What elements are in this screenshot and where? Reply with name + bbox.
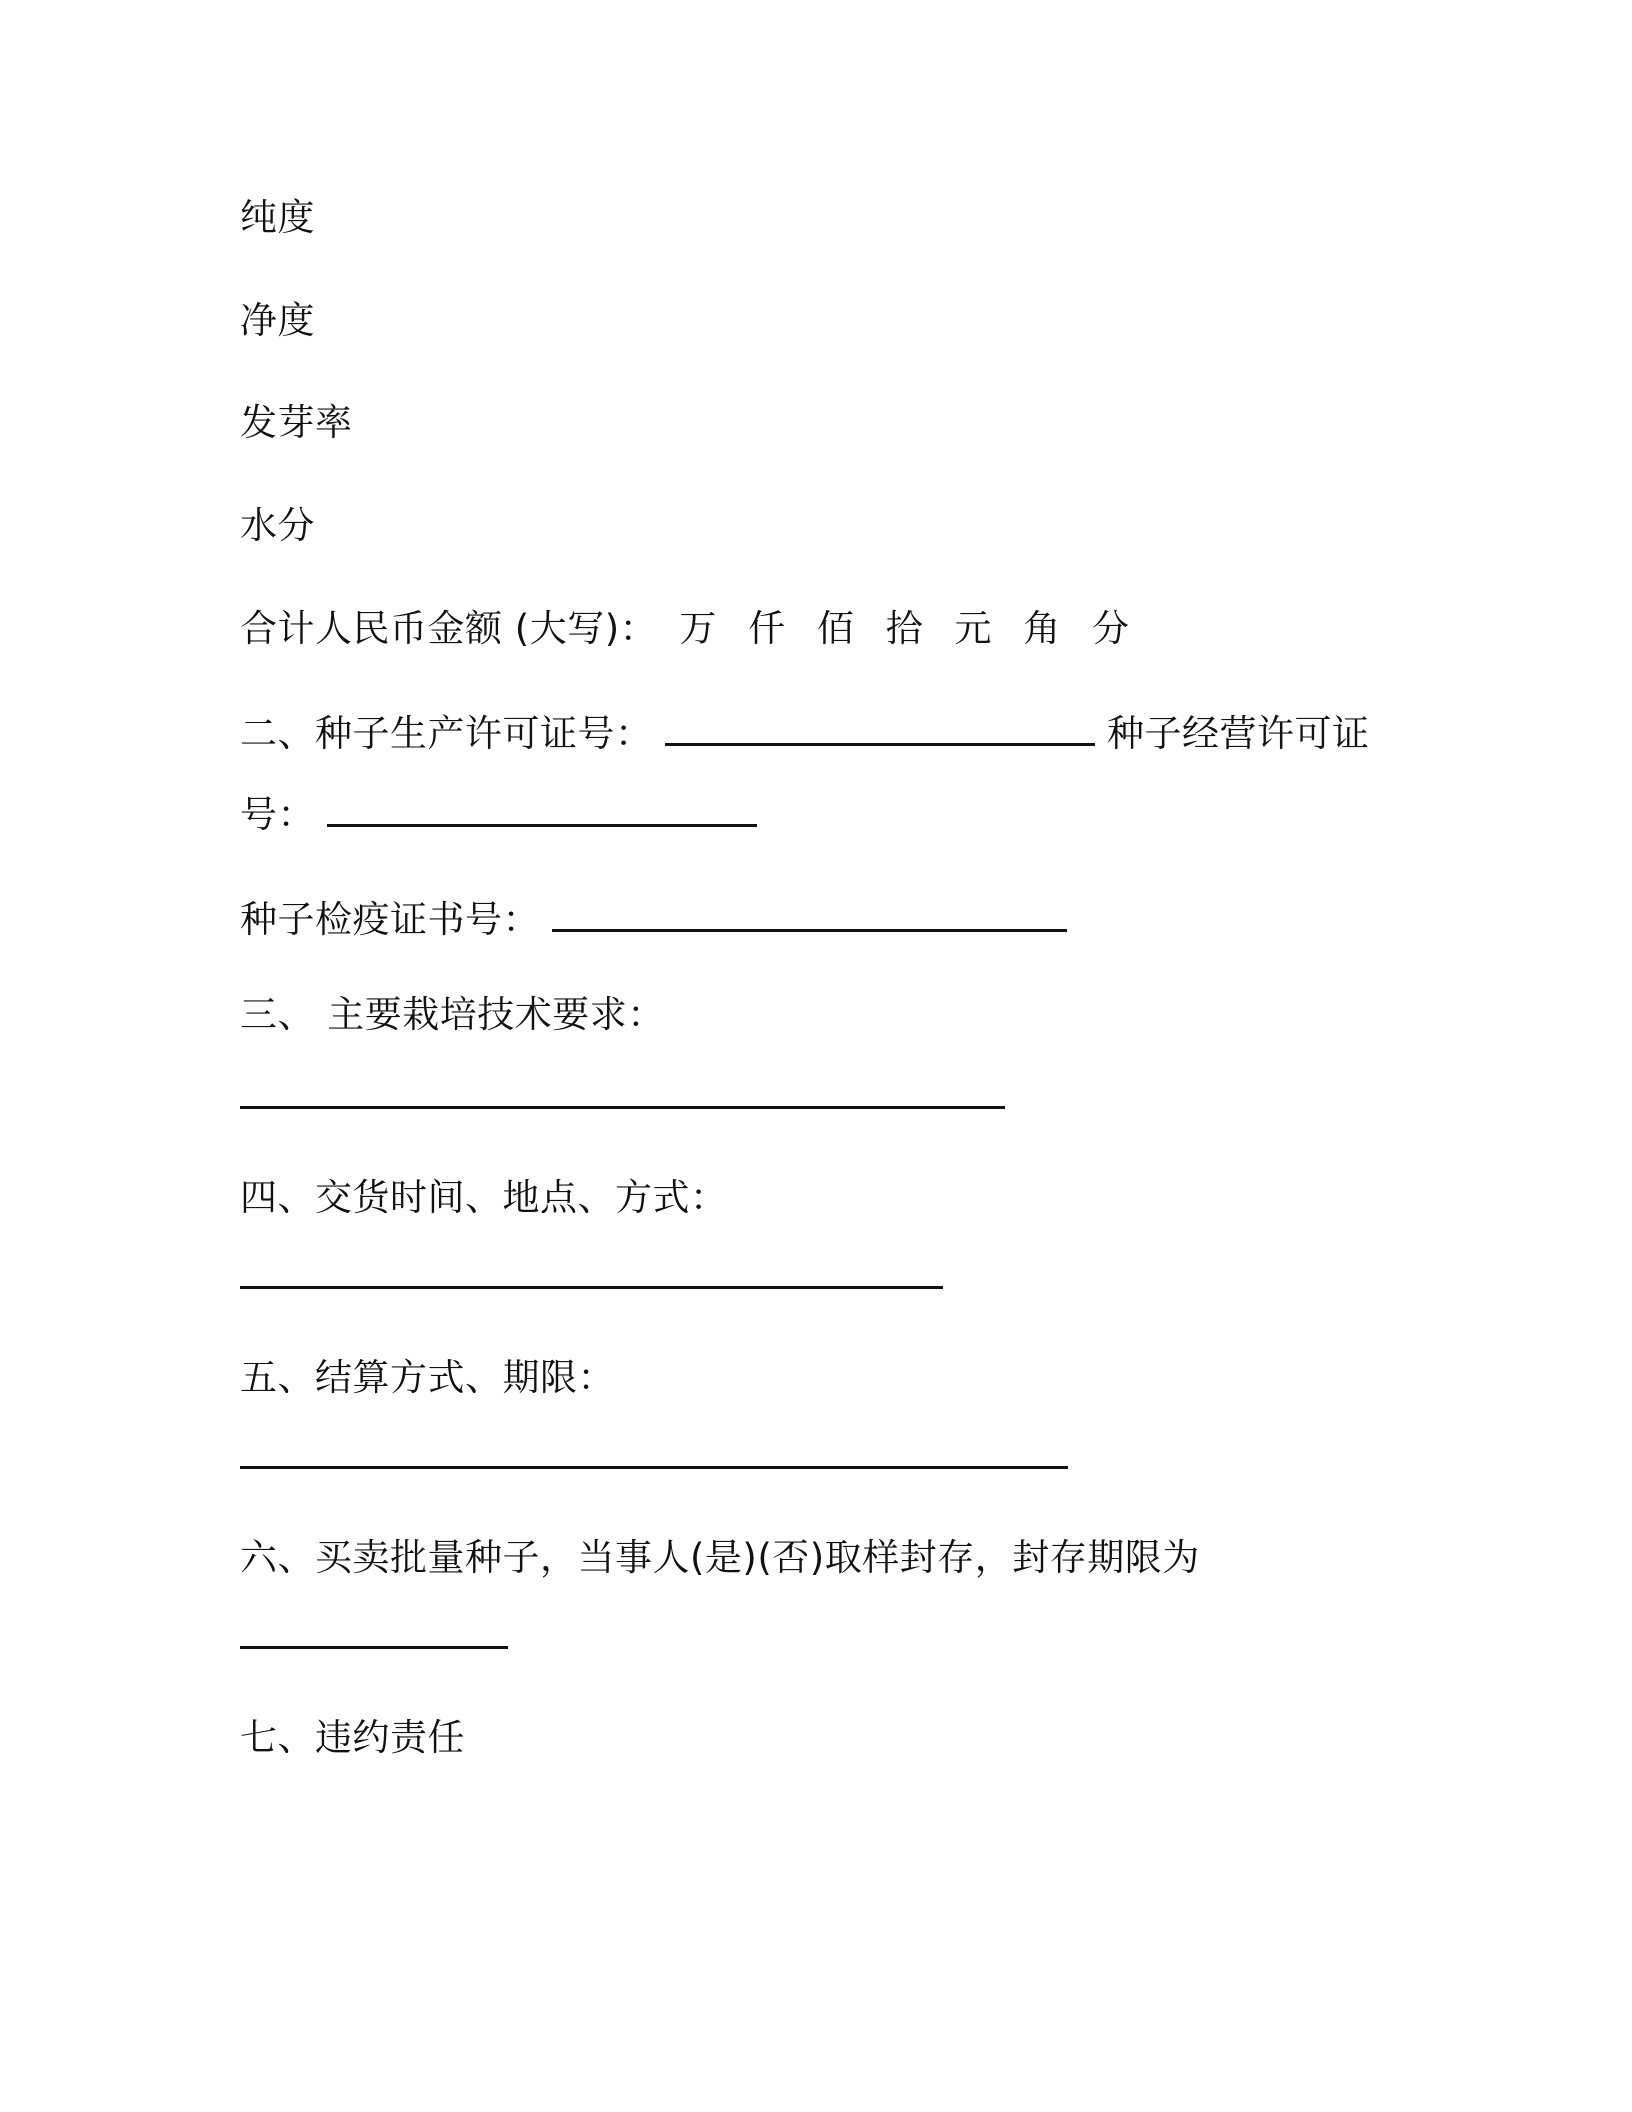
business-license-label-cont: 号： [240,793,315,836]
quality-item-moisture: 水分 [240,504,315,547]
quality-item-purity: 纯度 [240,196,315,239]
settlement-blank[interactable] [240,1430,1068,1469]
business-license-blank[interactable] [327,788,757,827]
quarantine-cert-blank[interactable] [552,893,1067,932]
total-amount-units: 万 仟 佰 拾 元 角 分 [679,607,1139,650]
section3-blank-line [240,1070,1005,1120]
total-amount-line [240,604,1139,654]
section7-heading: 七、违约责任 [240,1716,465,1759]
production-license-label: 二、种子生产许可证号： [240,712,653,755]
production-license-blank[interactable] [665,707,1095,746]
quarantine-cert-label: 种子检疫证书号： [240,898,540,941]
section2-line2 [240,788,757,838]
section2-line3 [240,893,1067,943]
section4-blank-line [240,1250,943,1300]
section5-blank-line [240,1430,1068,1480]
section6-blank-line [240,1610,508,1660]
cultivation-requirements-blank[interactable] [240,1070,1005,1109]
quality-item-cleanliness: 净度 [240,299,315,342]
section6-heading: 六、买卖批量种子，当事人(是)(否)取样封存，封存期限为 [240,1536,1200,1579]
quality-item-germination-rate: 发芽率 [240,401,353,444]
section3-heading: 三、 主要栽培技术要求： [240,993,665,1036]
total-amount-label: 合计人民币金额 (大写)： [240,607,658,650]
sealing-period-blank[interactable] [240,1610,508,1649]
delivery-blank[interactable] [240,1250,943,1289]
section2-line1 [240,707,1370,757]
section5-heading: 五、结算方式、期限： [240,1356,615,1399]
business-license-label: 种子经营许可证 [1107,712,1370,755]
section4-heading: 四、交货时间、地点、方式： [240,1176,728,1219]
